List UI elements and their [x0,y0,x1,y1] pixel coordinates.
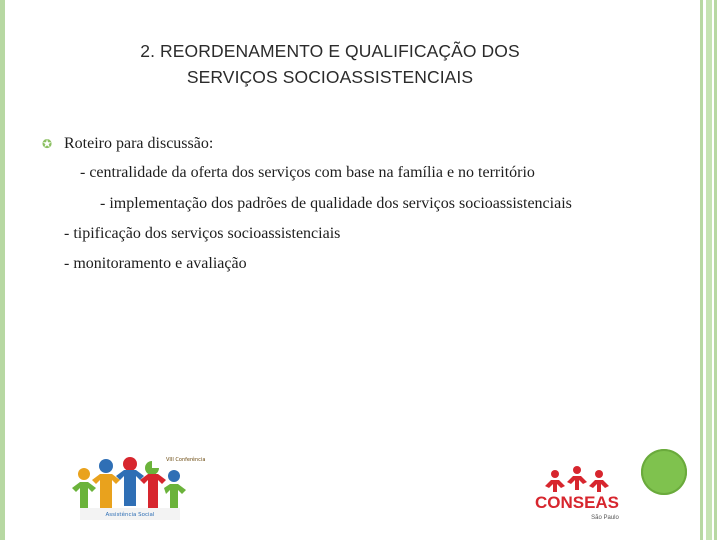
slide-title [60,38,600,90]
left-border-bar [0,0,5,540]
slide-body [64,132,612,275]
list-item: - monitoramento e avaliação [64,255,247,272]
title-line-2: SERVIÇOS SOCIOASSISTENCIAIS [186,67,474,87]
conseas-logo [533,466,621,522]
circle-bullet-icon: ✪ [42,137,53,151]
list-item: - implementação dos padrões de qualidade dos serviços socioassistenciais [100,195,572,212]
list-item: - tipificação dos serviços socioassistenciais [64,225,341,242]
right-border-bar-inner [714,0,717,540]
conseas-name: CONSEAS [534,493,620,512]
green-circle-decoration [641,449,687,495]
title-line-1: 2. REORDENAMENTO E QUALIFICAÇÃO DOS [140,41,520,61]
conseas-figures-icon [545,466,609,492]
right-border-bar-outer [700,0,703,540]
logo-left-caption-1: VIII Conferência [166,457,206,463]
intro-text: Roteiro para discussão: [64,135,214,152]
right-border-bar-mid [706,0,712,540]
list-item: - centralidade da oferta dos serviços com base na família e no território [80,164,535,181]
conference-logo [66,452,206,524]
conseas-subtitle: São Paulo [591,515,619,521]
logo-left-caption-2: Assistência Social [105,512,155,518]
